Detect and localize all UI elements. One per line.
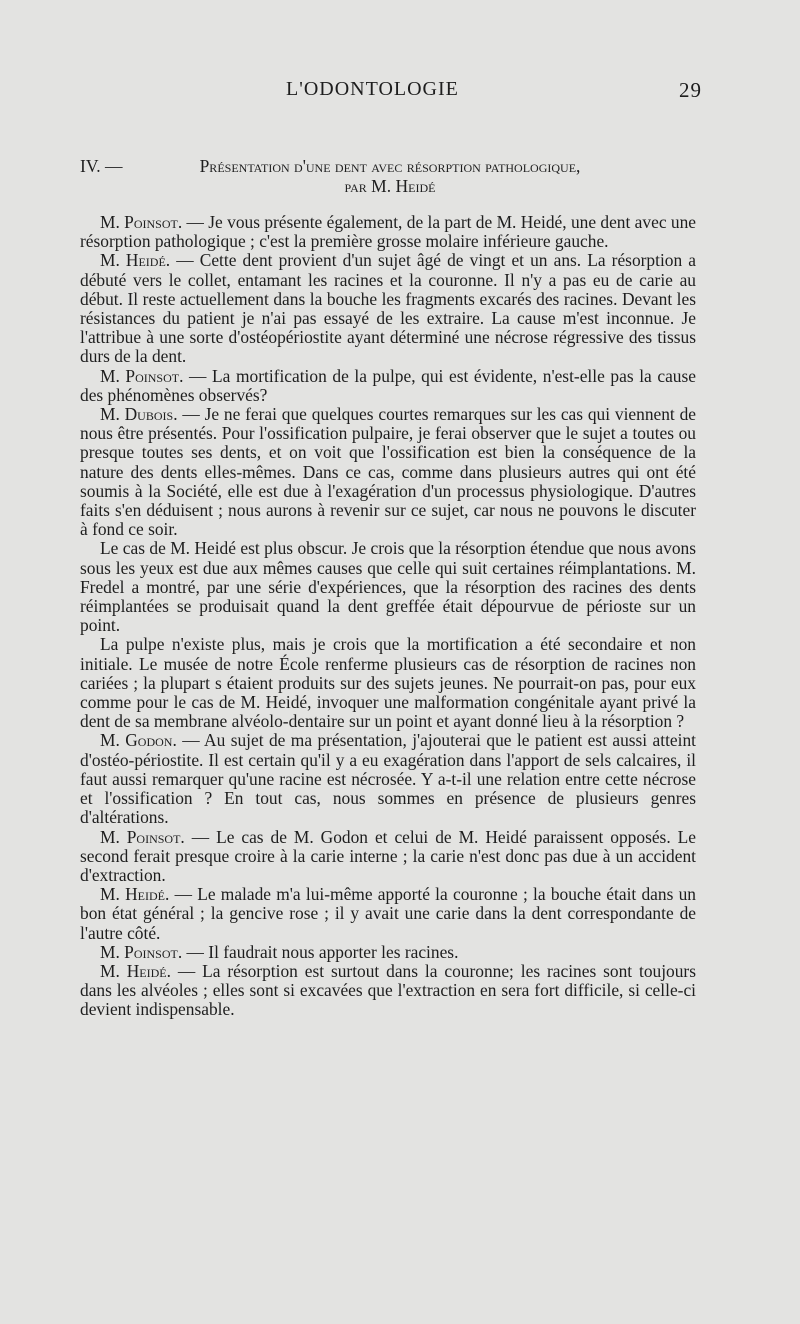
journal-title: L'ODONTOLOGIE — [286, 78, 459, 100]
speaker: M. Poinsot. — [100, 826, 185, 847]
article-body — [80, 213, 696, 1020]
section-heading — [80, 156, 700, 196]
paragraph-text: — Je vous présente également, de la part de M. Heidé, une dent avec une résorption pathologique ; c'est la première grosse molaire inférieure gauche. — [80, 212, 696, 252]
paragraph-text: — La mortification de la pulpe, qui est évidente, n'est-elle pas la cause des phénomènes observés? — [80, 365, 696, 405]
paragraph-text: — Je ne ferai que quelques courtes remarques sur les cas qui viennent de nous être présentés. Pour l'ossification pulpaire, je ferai observer que le sujet a toutes ou presque toutes ses dents, et on voit que l'ossification est bien la conséquence de la nature des dents elles-mêmes. Dans ce cas, comme dans plusieurs autres qui ont été soumis à la Société, elle est due à l'exagération d'un processus physiologique. D'autres faits s'en déduisent ; nous aurons à revenir sur ce sujet, car nous ne pouvons le discuter à fond ce soir. — [80, 404, 696, 540]
section-byline: par M. Heidé — [344, 176, 436, 196]
speaker: M. Heidé. — [100, 250, 171, 271]
paragraph — [80, 731, 696, 827]
speaker: M. Godon. — [100, 730, 177, 751]
paragraph — [80, 251, 696, 366]
section-title: Présentation d'une dent avec résorption pathologique, — [199, 156, 581, 176]
paragraph — [80, 539, 696, 635]
paragraph — [80, 367, 696, 405]
paragraph — [80, 635, 696, 731]
paragraph — [80, 828, 696, 886]
paragraph — [80, 213, 696, 251]
paragraph-text: — Le malade m'a lui-même apporté la couronne ; la bouche était dans un bon état général ; la gencive rose ; il y avait une carie dans la dent correspondante de l'autre côté. — [80, 884, 697, 943]
speaker: M. Poinsot. — [100, 212, 183, 232]
paragraph — [80, 962, 696, 1020]
paragraph-text: Le cas de M. Heidé est plus obscur. Je crois que la résorption étendue que nous avons sous les yeux est due aux mêmes causes que celle qui suit certaines réimplantations. M. Fredel a montré, par une série d'expériences, que la résorption des racines des dents réimplantées se produisait quand la dent greffée était dépourvue de périoste sur un point. — [80, 538, 696, 636]
paragraph-text: La pulpe n'existe plus, mais je crois que la mortification a été secondaire et non initiale. Le musée de notre École renferme plusieurs cas de résorption de racines non cariées ; la plupart s étaient produits sur des sujets jeunes. Ne pourrait-on pas, pour eux comme pour le cas de M. Heidé, invoquer une malformation congénitale ayant privé la dent de sa membrane alvéolo-dentaire sur un point et ayant donné lieu à la résorption ? — [80, 634, 696, 732]
paragraph — [80, 405, 696, 539]
page-number: 29 — [679, 78, 702, 102]
speaker: M. Heidé. — [100, 960, 171, 981]
paragraph-text: — Au sujet de ma présentation, j'ajouterai que le patient est aussi atteint d'ostéo-périostite. Il est certain qu'il y a eu exagération dans l'apport de sels calcaires, il faut aussi remarquer qu'une racine est nécrosée. Y a-t-il une relation entre cette nécrose et l'ossification ? En tout cas, nous sommes en présence de plusieurs genres d'altérations. — [80, 730, 696, 828]
paragraph — [80, 943, 696, 962]
paragraph-text: — La résorption est surtout dans la couronne; les racines sont toujours dans les alvéoles ; elles sont si excavées que l'extraction en sera fort difficile, si celle-ci devient indispensable. — [80, 960, 696, 1020]
paragraph-text: — Il faudrait nous apporter les racines. — [186, 941, 459, 962]
paragraph — [80, 885, 696, 943]
section-number: IV. — — [80, 156, 123, 176]
speaker: M. Poinsot. — [100, 941, 183, 962]
speaker: M. Poinsot. — [100, 365, 184, 386]
speaker: M. Dubois. — [100, 404, 178, 425]
speaker: M. Heidé. — [100, 884, 170, 905]
paragraph-text: — Cette dent provient d'un sujet âgé de vingt et un ans. La résorption a débuté vers le collet, entamant les racines et la couronne. Il n'y a pas eu de carie au début. Il reste actuellement dans la bouche les fragments excarés des racines. Devant les résistances du patient je n'ai pas essayé de les extraire. La cause m'est inconnue. Je l'attribue à une sorte d'ostéopériostite ayant déterminé une nécrose régressive des tissus durs de la dent. — [80, 250, 696, 367]
paragraph-text: — Le cas de M. Godon et celui de M. Heidé paraissent opposés. Le second ferait presque croire à la carie interne ; la carie n'est donc pas due à un accident d'extraction. — [80, 826, 696, 885]
